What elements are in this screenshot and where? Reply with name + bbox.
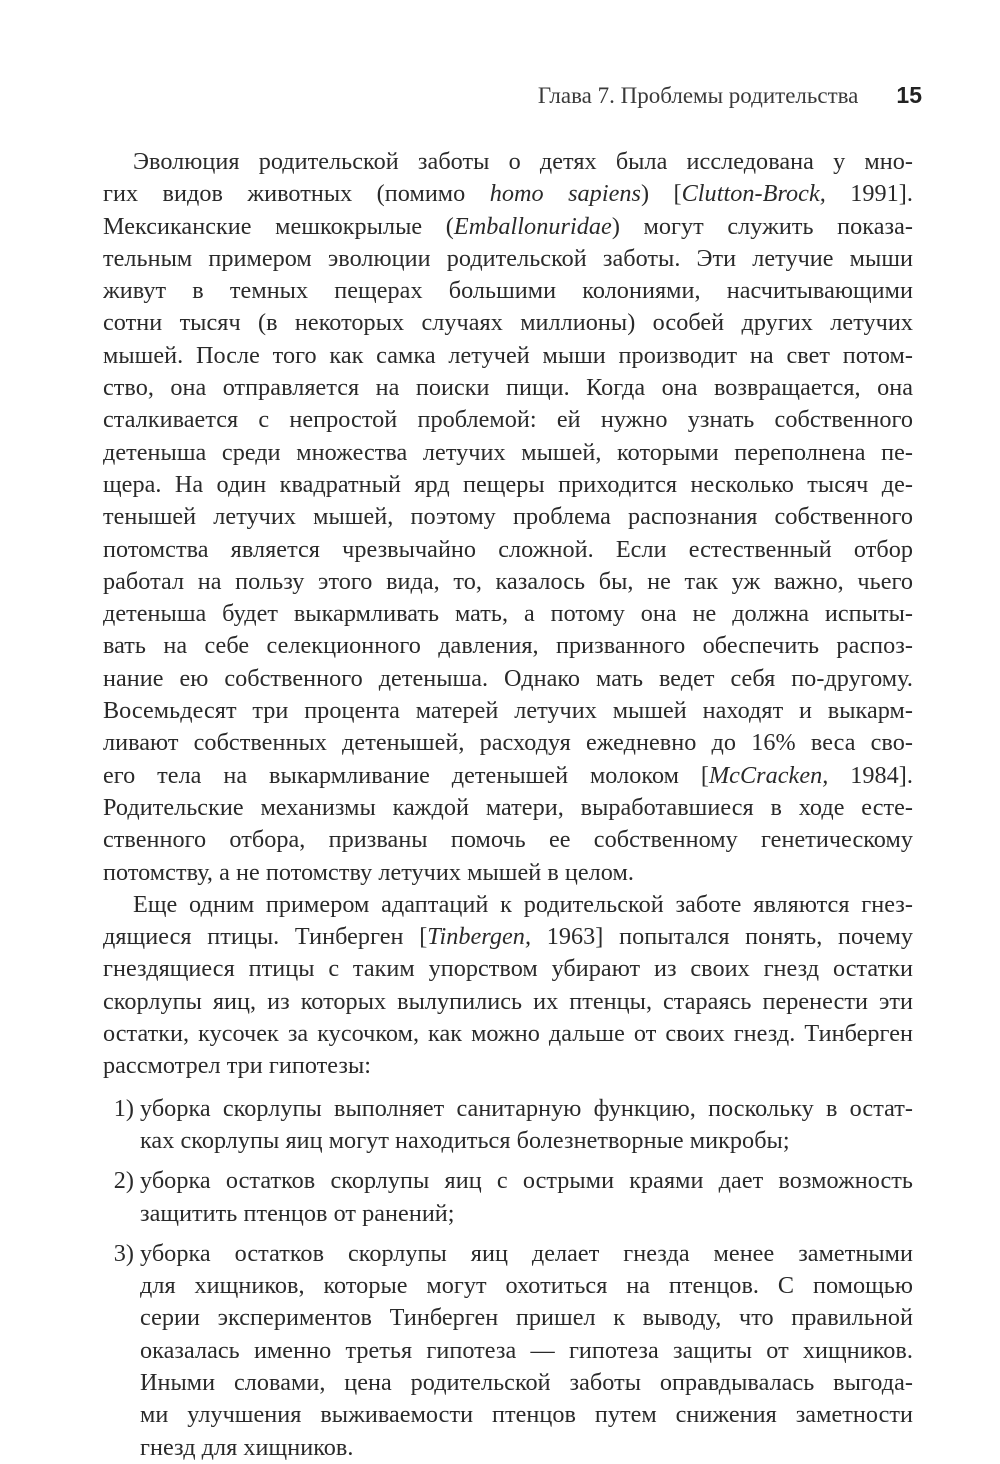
text-line [103, 534, 913, 566]
text-line [103, 501, 913, 533]
hypothesis-item [103, 1238, 913, 1464]
text-line [103, 953, 913, 985]
italic-citation: homo sapiens [489, 180, 641, 208]
text-run: вать на себе селекционного давления, призванного обеспечить распоз- [103, 632, 913, 660]
text-line [103, 824, 913, 856]
text-run: ственного отбора, призваны помочь ее собственному генетическому [103, 826, 913, 854]
text-line [103, 792, 913, 824]
text-line [103, 1050, 913, 1082]
text-line [103, 566, 913, 598]
text-run: 1991]. [825, 180, 913, 208]
text-run: ливают собственных детенышей, расходуя ежедневно до 16% веса сво- [103, 729, 913, 757]
hypothesis-number: 3) [113, 1239, 134, 1267]
text-line: защитить птенцов от ранений; [140, 1199, 455, 1227]
text-line [103, 243, 913, 275]
text-run: мышей. После того как самка летучей мыши производит на свет потом- [103, 341, 913, 369]
text-line [103, 340, 913, 372]
italic-citation: McCracken, [708, 761, 829, 789]
text-line [103, 857, 913, 889]
hypothesis-number: 1) [113, 1094, 134, 1122]
text-run: Родительские механизмы каждой матери, выработавшиеся в ходе есте- [103, 793, 913, 821]
paragraph-bat-parenting [103, 146, 913, 889]
hypothesis-item [103, 1165, 913, 1230]
text-line [103, 889, 913, 921]
hypothesis-text [140, 1165, 913, 1230]
text-run: Эволюция родительской заботы о детях была исследована у мно- [133, 148, 913, 175]
text-run: живут в темных пещерах большими колониями, насчитывающими [103, 277, 913, 305]
hypotheses-list [103, 1093, 913, 1464]
text-run: гих видов животных (помимо [103, 180, 490, 208]
text-line: для хищников, которые могут охотиться на птенцов. С помощью [140, 1272, 913, 1300]
text-line: оказалась именно третья гипотеза — гипотеза защиты от хищников. [140, 1336, 913, 1364]
page-number: 15 [896, 82, 922, 108]
text-run: его тела на выкармливание детенышей молоком [ [103, 761, 709, 789]
text-line [103, 598, 913, 630]
text-line [103, 630, 913, 662]
paragraph-nesting-birds [103, 889, 913, 1083]
text-run: ство, она отправляется на поиски пищи. Когда она возвращается, она [103, 374, 913, 402]
italic-citation: Emballonuridae [453, 212, 612, 240]
text-line [103, 211, 913, 243]
text-line: уборка остатков скорлупы яиц с острыми краями дает возможность [140, 1167, 913, 1195]
text-run: ) [ [640, 180, 682, 208]
italic-citation: Tinbergen, [427, 923, 532, 951]
hypothesis-number: 2) [113, 1167, 134, 1195]
text-line [103, 921, 913, 953]
hypothesis-text [140, 1093, 913, 1158]
text-run: 1963] попытался понять, почему [531, 923, 913, 951]
text-line: серии экспериментов Тинберген пришел к выводу, что правильной [140, 1304, 913, 1332]
text-run: нание ею собственного детеныша. Однако мать ведет себя по-другому. [103, 664, 913, 692]
text-line [103, 469, 913, 501]
text-line [103, 372, 913, 404]
text-line [103, 146, 913, 178]
hypothesis-item [103, 1093, 913, 1158]
text-line: ках скорлупы яиц могут находиться болезнетворные микробы; [140, 1126, 790, 1154]
body-text [103, 146, 913, 1464]
text-run: скорлупы яиц, из которых вылупились их птенцы, стараясь перенести эти [103, 987, 913, 1015]
text-line [103, 986, 913, 1018]
text-run: ) могут служить показа- [611, 212, 913, 240]
text-line: уборка скорлупы выполняет санитарную функцию, поскольку в остат- [140, 1094, 913, 1122]
chapter-title: Глава 7. Проблемы родительства [537, 83, 859, 108]
text-line [103, 275, 913, 307]
text-line: ми улучшения выживаемости птенцов путем снижения заметности [140, 1401, 913, 1429]
text-line [103, 307, 913, 339]
text-run: гнездящиеся птицы с таким упорством убирают из своих гнезд остатки [103, 955, 913, 983]
text-line [103, 760, 913, 792]
text-run: сталкивается с непростой проблемой: ей нужно узнать собственного [103, 406, 913, 434]
text-run: потомства является чрезвычайно сложной. Если естественный отбор [103, 535, 913, 563]
text-run: Восемьдесят три процента матерей летучих мышей находят и выкарм- [103, 697, 913, 725]
text-run: детеныша среди множества летучих мышей, которыми переполнена пе- [103, 438, 913, 466]
text-run: потомству, а не потомству летучих мышей в целом. [103, 858, 634, 886]
text-run: 1984]. [828, 761, 913, 789]
text-line [103, 695, 913, 727]
text-run: рассмотрел три гипотезы: [103, 1052, 372, 1080]
running-header [100, 82, 922, 109]
text-run: остатки, кусочек за кусочком, как можно дальше от своих гнезд. Тинберген [103, 1020, 913, 1048]
text-run: детеныша будет выкармливать мать, а потому она не должна испыты- [103, 600, 913, 628]
text-run: работал на пользу этого вида, то, казалось бы, не так уж важно, чьего [103, 567, 913, 595]
italic-citation: Clutton-Brock, [681, 180, 826, 208]
text-run: Еще одним примером адаптаций к родительской заботе являются гнез- [133, 890, 913, 918]
text-line [103, 404, 913, 436]
text-line [103, 178, 913, 210]
text-line: уборка остатков скорлупы яиц делает гнезда менее заметными [140, 1239, 913, 1267]
text-run: дящиеся птицы. Тинберген [ [103, 923, 428, 951]
text-line: Иными словами, цена родительской заботы оправдывалась выгода- [140, 1368, 913, 1396]
text-line [103, 663, 913, 695]
text-run: тенышей летучих мышей, поэтому проблема распознания собственного [103, 503, 913, 531]
text-run: Мексиканские мешкокрылые ( [103, 212, 454, 240]
text-run: щера. На один квадратный ярд пещеры приходится несколько тысяч де- [103, 470, 913, 498]
hypothesis-text [140, 1238, 913, 1464]
text-run: сотни тысяч (в некоторых случаях миллионы) особей других летучих [103, 309, 913, 337]
text-run: тельным примером эволюции родительской заботы. Эти летучие мыши [103, 244, 913, 272]
text-line [103, 727, 913, 759]
text-line [103, 1018, 913, 1050]
text-line [103, 437, 913, 469]
text-line: гнезд для хищников. [140, 1433, 354, 1461]
